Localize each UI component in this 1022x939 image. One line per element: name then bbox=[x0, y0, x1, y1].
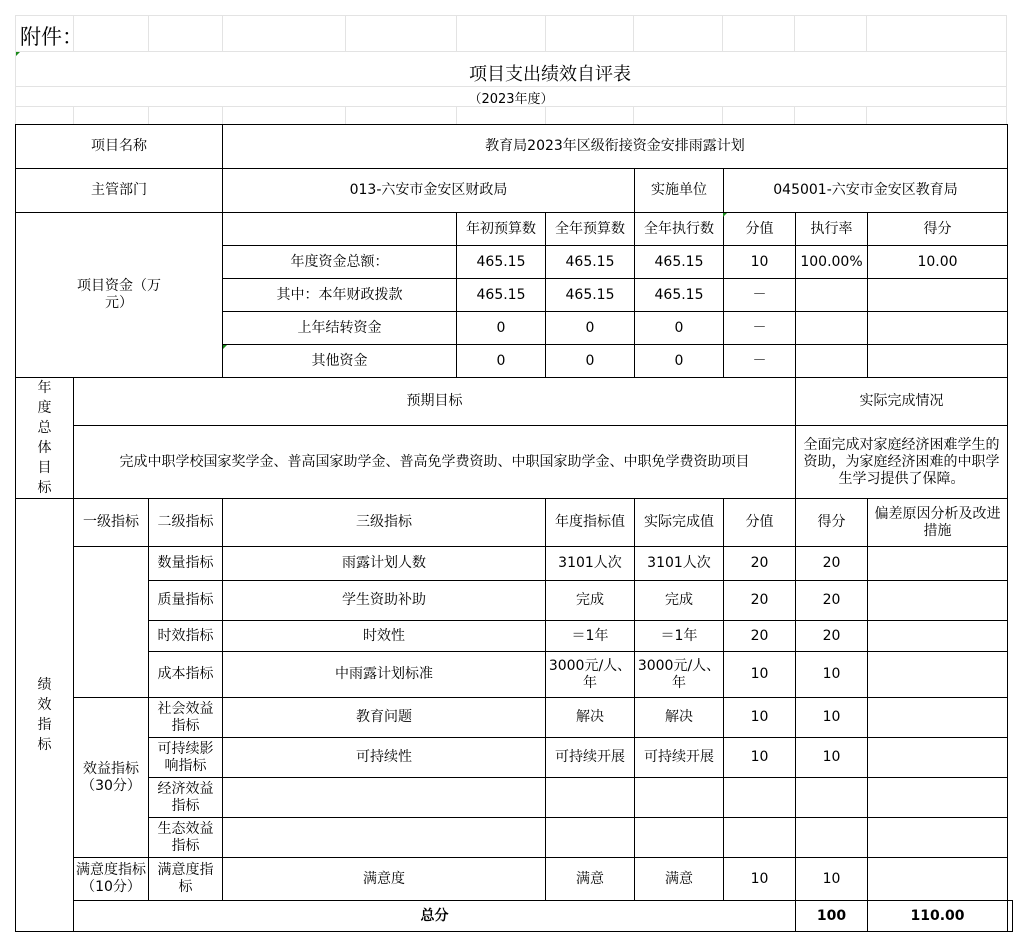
target-cell: ＝1年 bbox=[546, 621, 635, 652]
deviation-cell bbox=[868, 818, 1008, 858]
perf-header-row bbox=[16, 499, 1013, 547]
deviation-cell bbox=[868, 738, 1008, 778]
page-title: 项目支出绩效自评表 bbox=[469, 64, 631, 85]
level2-cell: 质量指标 bbox=[149, 581, 223, 621]
project-name: 教育局2023年区级衔接资金安排雨露计划 bbox=[223, 125, 1008, 169]
actual-cell: 满意 bbox=[635, 858, 724, 901]
score-cell: 10 bbox=[796, 652, 868, 698]
level2-cell: 成本指标 bbox=[149, 652, 223, 698]
funds-full: 465.15 bbox=[546, 279, 635, 312]
funds-score bbox=[868, 279, 1008, 312]
target-cell bbox=[546, 818, 635, 858]
perf-row bbox=[16, 858, 1013, 901]
goals-header-row bbox=[16, 378, 1013, 426]
funds-exec: 465.15 bbox=[635, 246, 724, 279]
col-budget-full: 全年预算数 bbox=[546, 213, 635, 246]
funds-score-value: － bbox=[724, 279, 796, 312]
score-cell bbox=[796, 818, 868, 858]
expected-goal-text: 完成中职学校国家奖学金、普高国家助学金、普高免学费资助、中职国家助学金、中职免学费资助项目 bbox=[74, 426, 796, 499]
funds-full: 465.15 bbox=[546, 246, 635, 279]
funds-row-label: 其他资金 bbox=[223, 345, 457, 378]
actual-cell: 解决 bbox=[635, 698, 724, 738]
unit-label: 实施单位 bbox=[635, 169, 724, 213]
level3-cell: 中雨露计划标准 bbox=[223, 652, 546, 698]
perf-row bbox=[16, 547, 1013, 581]
score-cell bbox=[796, 778, 868, 818]
level3-cell: 学生资助补助 bbox=[223, 581, 546, 621]
funds-full: 0 bbox=[546, 312, 635, 345]
score-value-cell: 20 bbox=[724, 621, 796, 652]
col-score: 得分 bbox=[868, 213, 1008, 246]
deviation-cell bbox=[868, 858, 1008, 901]
level2-cell: 满意度指标 bbox=[149, 858, 223, 901]
funds-rate bbox=[796, 345, 868, 378]
score-cell: 20 bbox=[796, 547, 868, 581]
score-cell: 10 bbox=[796, 698, 868, 738]
col-exec: 全年执行数 bbox=[635, 213, 724, 246]
funds-exec: 0 bbox=[635, 312, 724, 345]
funds-row-label: 年度资金总额： bbox=[223, 246, 457, 279]
level2-cell: 数量指标 bbox=[149, 547, 223, 581]
funds-score-value: － bbox=[724, 312, 796, 345]
unit-value: 045001-六安市金安区教育局 bbox=[724, 169, 1008, 213]
perf-indicators-label: 绩效指标 bbox=[16, 499, 74, 932]
deviation-cell bbox=[868, 652, 1008, 698]
total-score-value: 100 bbox=[796, 901, 868, 932]
score-header: 得分 bbox=[796, 499, 868, 547]
perf-row bbox=[16, 778, 1013, 818]
deviation-cell bbox=[868, 547, 1008, 581]
benefit-indicator-label: 效益指标（30分） bbox=[74, 698, 149, 858]
blank-cell bbox=[223, 213, 457, 246]
score-cell: 20 bbox=[796, 621, 868, 652]
level2-cell: 可持续影响指标 bbox=[149, 738, 223, 778]
score-value-cell: 10 bbox=[724, 858, 796, 901]
funds-rate: 100.00% bbox=[796, 246, 868, 279]
deviation-header: 偏差原因分析及改进措施 bbox=[868, 499, 1008, 547]
level1-header: 一级指标 bbox=[74, 499, 149, 547]
funds-rate bbox=[796, 312, 868, 345]
col-exec-rate: 执行率 bbox=[796, 213, 868, 246]
satisfaction-indicator-label: 满意度指标（10分） bbox=[74, 858, 149, 901]
project-name-row bbox=[16, 125, 1013, 169]
funds-label: 项目资金（万元） bbox=[16, 213, 223, 378]
actual-cell: ＝1年 bbox=[635, 621, 724, 652]
actual-cell bbox=[635, 778, 724, 818]
goals-content-row bbox=[16, 426, 1013, 499]
project-name-label: 项目名称 bbox=[16, 125, 223, 169]
score-value-cell: 10 bbox=[724, 738, 796, 778]
perf-row bbox=[16, 621, 1013, 652]
department-label: 主管部门 bbox=[16, 169, 223, 213]
level2-cell: 经济效益指标 bbox=[149, 778, 223, 818]
funds-score bbox=[868, 345, 1008, 378]
score-value-cell: 10 bbox=[724, 698, 796, 738]
funds-row-label: 上年结转资金 bbox=[223, 312, 457, 345]
level3-cell: 时效性 bbox=[223, 621, 546, 652]
perf-row bbox=[16, 738, 1013, 778]
cell-comment-marker bbox=[16, 52, 20, 56]
col-budget-start: 年初预算数 bbox=[457, 213, 546, 246]
funds-score-value: 10 bbox=[724, 246, 796, 279]
deviation-cell bbox=[868, 621, 1008, 652]
score-value-header: 分值 bbox=[724, 499, 796, 547]
perf-row bbox=[16, 698, 1013, 738]
actual-cell: 3101人次 bbox=[635, 547, 724, 581]
level3-cell: 满意度 bbox=[223, 858, 546, 901]
level2-cell: 生态效益指标 bbox=[149, 818, 223, 858]
total-label: 总分 bbox=[74, 901, 796, 932]
level3-header: 三级指标 bbox=[223, 499, 546, 547]
perf-row bbox=[16, 818, 1013, 858]
deviation-cell bbox=[868, 698, 1008, 738]
target-cell bbox=[546, 778, 635, 818]
target-cell: 可持续开展 bbox=[546, 738, 635, 778]
level2-cell: 社会效益指标 bbox=[149, 698, 223, 738]
actual-cell bbox=[635, 818, 724, 858]
score-cell: 10 bbox=[796, 738, 868, 778]
total-deviation-cell bbox=[1008, 901, 1013, 932]
deviation-cell bbox=[868, 581, 1008, 621]
actual-cell: 可持续开展 bbox=[635, 738, 724, 778]
target-cell: 解决 bbox=[546, 698, 635, 738]
funds-full: 0 bbox=[546, 345, 635, 378]
actual-completion-label: 实际完成情况 bbox=[796, 378, 1008, 426]
score-value-cell: 10 bbox=[724, 652, 796, 698]
target-cell: 3101人次 bbox=[546, 547, 635, 581]
cell-comment-marker bbox=[223, 345, 227, 349]
funds-start: 465.15 bbox=[457, 246, 546, 279]
funds-score-value: － bbox=[724, 345, 796, 378]
funds-score bbox=[868, 312, 1008, 345]
annual-goals-label: 年度总体目标 bbox=[16, 378, 74, 499]
target-cell: 3000元/人、年 bbox=[546, 652, 635, 698]
target-cell: 完成 bbox=[546, 581, 635, 621]
funds-start: 0 bbox=[457, 312, 546, 345]
actual-completion-text: 全面完成对家庭经济困难学生的资助，为家庭经济困难的中职学生学习提供了保障。 bbox=[796, 426, 1008, 499]
perf-row bbox=[16, 581, 1013, 621]
funds-rate bbox=[796, 279, 868, 312]
attachment-label: 附件： bbox=[20, 25, 83, 49]
score-value-cell: 20 bbox=[724, 547, 796, 581]
target-header: 年度指标值 bbox=[546, 499, 635, 547]
level2-cell: 时效指标 bbox=[149, 621, 223, 652]
deviation-cell bbox=[868, 778, 1008, 818]
col-score-value: 分值 bbox=[724, 213, 796, 246]
perf-row bbox=[16, 652, 1013, 698]
output-indicator-cell bbox=[74, 547, 149, 698]
total-score: 110.00 bbox=[868, 901, 1008, 932]
funds-start: 465.15 bbox=[457, 279, 546, 312]
level3-cell bbox=[223, 818, 546, 858]
department-row bbox=[16, 169, 1013, 213]
expected-goal-label: 预期目标 bbox=[74, 378, 796, 426]
cell-comment-marker bbox=[723, 213, 727, 217]
department-value: 013-六安市金安区财政局 bbox=[223, 169, 635, 213]
level3-cell: 雨露计划人数 bbox=[223, 547, 546, 581]
score-value-cell bbox=[724, 818, 796, 858]
report-year: （2023年度） bbox=[468, 92, 554, 107]
score-cell: 20 bbox=[796, 581, 868, 621]
funds-start: 0 bbox=[457, 345, 546, 378]
level3-cell: 教育问题 bbox=[223, 698, 546, 738]
actual-cell: 3000元/人、年 bbox=[635, 652, 724, 698]
total-row bbox=[16, 901, 1013, 932]
actual-cell: 完成 bbox=[635, 581, 724, 621]
funds-exec: 465.15 bbox=[635, 279, 724, 312]
evaluation-table bbox=[15, 124, 1013, 932]
target-cell: 满意 bbox=[546, 858, 635, 901]
funds-header-row bbox=[16, 213, 1013, 246]
score-value-cell bbox=[724, 778, 796, 818]
score-value-cell: 20 bbox=[724, 581, 796, 621]
level2-header: 二级指标 bbox=[149, 499, 223, 547]
funds-score: 10.00 bbox=[868, 246, 1008, 279]
score-cell: 10 bbox=[796, 858, 868, 901]
level3-cell bbox=[223, 778, 546, 818]
actual-header: 实际完成值 bbox=[635, 499, 724, 547]
funds-row-label: 其中：本年财政拨款 bbox=[223, 279, 457, 312]
funds-exec: 0 bbox=[635, 345, 724, 378]
level3-cell: 可持续性 bbox=[223, 738, 546, 778]
